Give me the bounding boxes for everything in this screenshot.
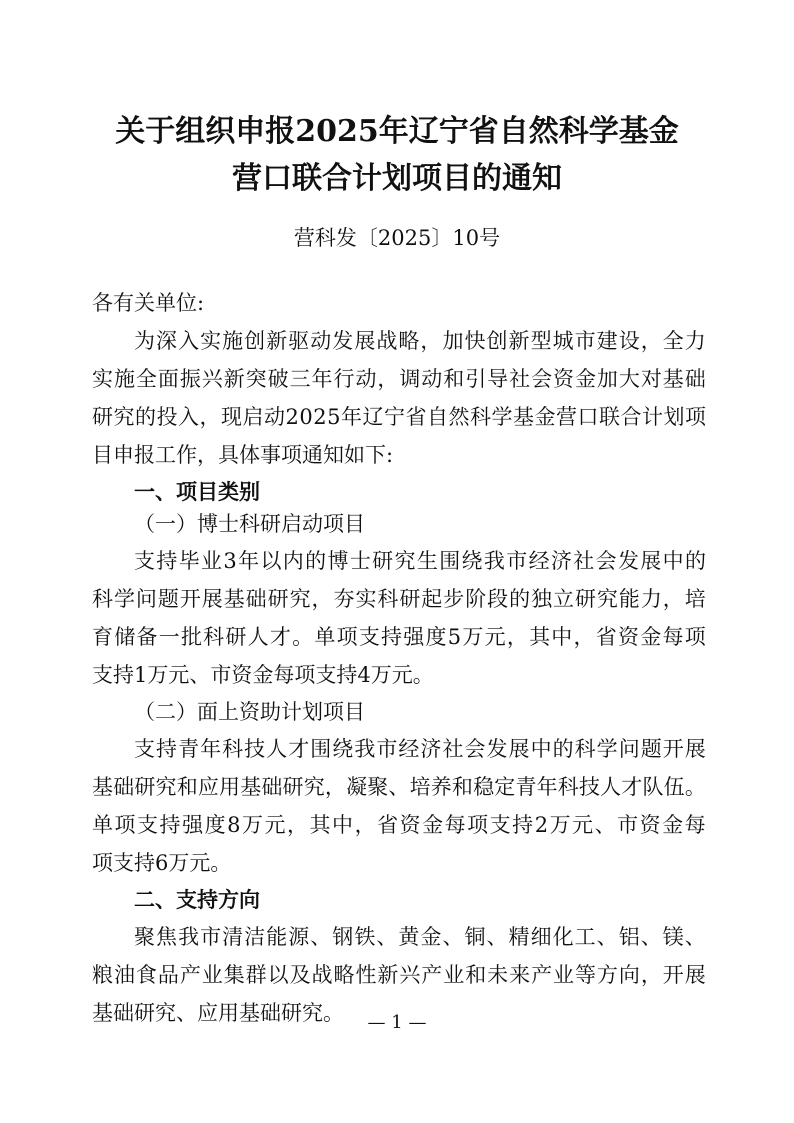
section-heading-support-direction: 二、支持方向: [134, 888, 260, 912]
document-number: 营科发〔2025〕10号: [293, 226, 501, 250]
page-number: — 1 —: [367, 1012, 427, 1033]
direction-line-2: 粮 油 食 品 产 业 集 群 以 及 战 略 性 新 兴 产 业 和 未 来 产 业 等 方 向 ， 开 展: [92, 963, 706, 987]
intro-line-2: 实 施 全 面 振 兴 新 突 破 三 年 行 动 ， 调 动 和 引 导 社 会 资 金 加 大 对 基 础: [92, 367, 706, 391]
document-title-line-1: 关于组织申报2025年辽宁省自然科学基金: [115, 114, 679, 149]
doctoral-line-2: 科 学 问 题 开 展 基 础 研 究 ， 夯 实 科 研 起 步 阶 段 的 独 立 研 究 能 力 ， 培: [92, 587, 706, 611]
general-line-2: 基 础 研 究 和 应 用 基 础 研 究 ， 凝 聚 、 培 养 和 稳 定 青 年 科 技 人 才 队 伍 。: [92, 775, 706, 799]
intro-line-3: 研 究 的 投 入 ， 现 启 动 2 0 2 5 年 辽 宁 省 自 然 科 学 基 金 营 口 联 合 计 划 项: [92, 405, 706, 429]
document-title-line-2: 营口联合计划项目的通知: [232, 161, 562, 196]
section-heading-project-categories: 一、项目类别: [134, 480, 260, 504]
general-line-3: 单 项 支 持 强 度 8 万 元 ， 其 中 ， 省 资 金 每 项 支 持 2 万 元 、 市 资 金 每: [92, 813, 706, 837]
general-line-4: 项支持6万元。: [92, 851, 232, 875]
doctoral-line-4: 支持1万元、市资金每项支持4万元。: [92, 663, 434, 687]
direction-line-1: 聚 焦 我 市 清 洁 能 源 、 钢 铁 、 黄 金 、 铜 、 精 细 化 工 、 铝 、 镁 、: [134, 925, 706, 949]
general-line-1: 支 持 青 年 科 技 人 才 围 绕 我 市 经 济 社 会 发 展 中 的 科 学 问 题 开 展: [134, 737, 706, 761]
intro-line-4: 目申报工作，具体事项通知如下:: [92, 443, 394, 467]
salutation: 各有关单位:: [92, 291, 205, 315]
doctoral-line-3: 育 储 备 一 批 科 研 人 才 。 单 项 支 持 强 度 5 万 元 ， 其 中 ， 省 资 金 每 项: [92, 625, 706, 649]
intro-line-1: 为 深 入 实 施 创 新 驱 动 发 展 战 略 ， 加 快 创 新 型 城 市 建 设 ， 全 力: [134, 329, 706, 353]
subsection-heading-doctoral-startup: （一）博士科研启动项目: [134, 512, 365, 536]
subsection-heading-general-funding: （二）面上资助计划项目: [134, 700, 365, 724]
direction-line-3: 基础研究、应用基础研究。: [92, 1001, 344, 1025]
doctoral-line-1: 支 持 毕 业 3 年 以 内 的 博 士 研 究 生 围 绕 我 市 经 济 社 会 发 展 中 的: [134, 549, 706, 573]
